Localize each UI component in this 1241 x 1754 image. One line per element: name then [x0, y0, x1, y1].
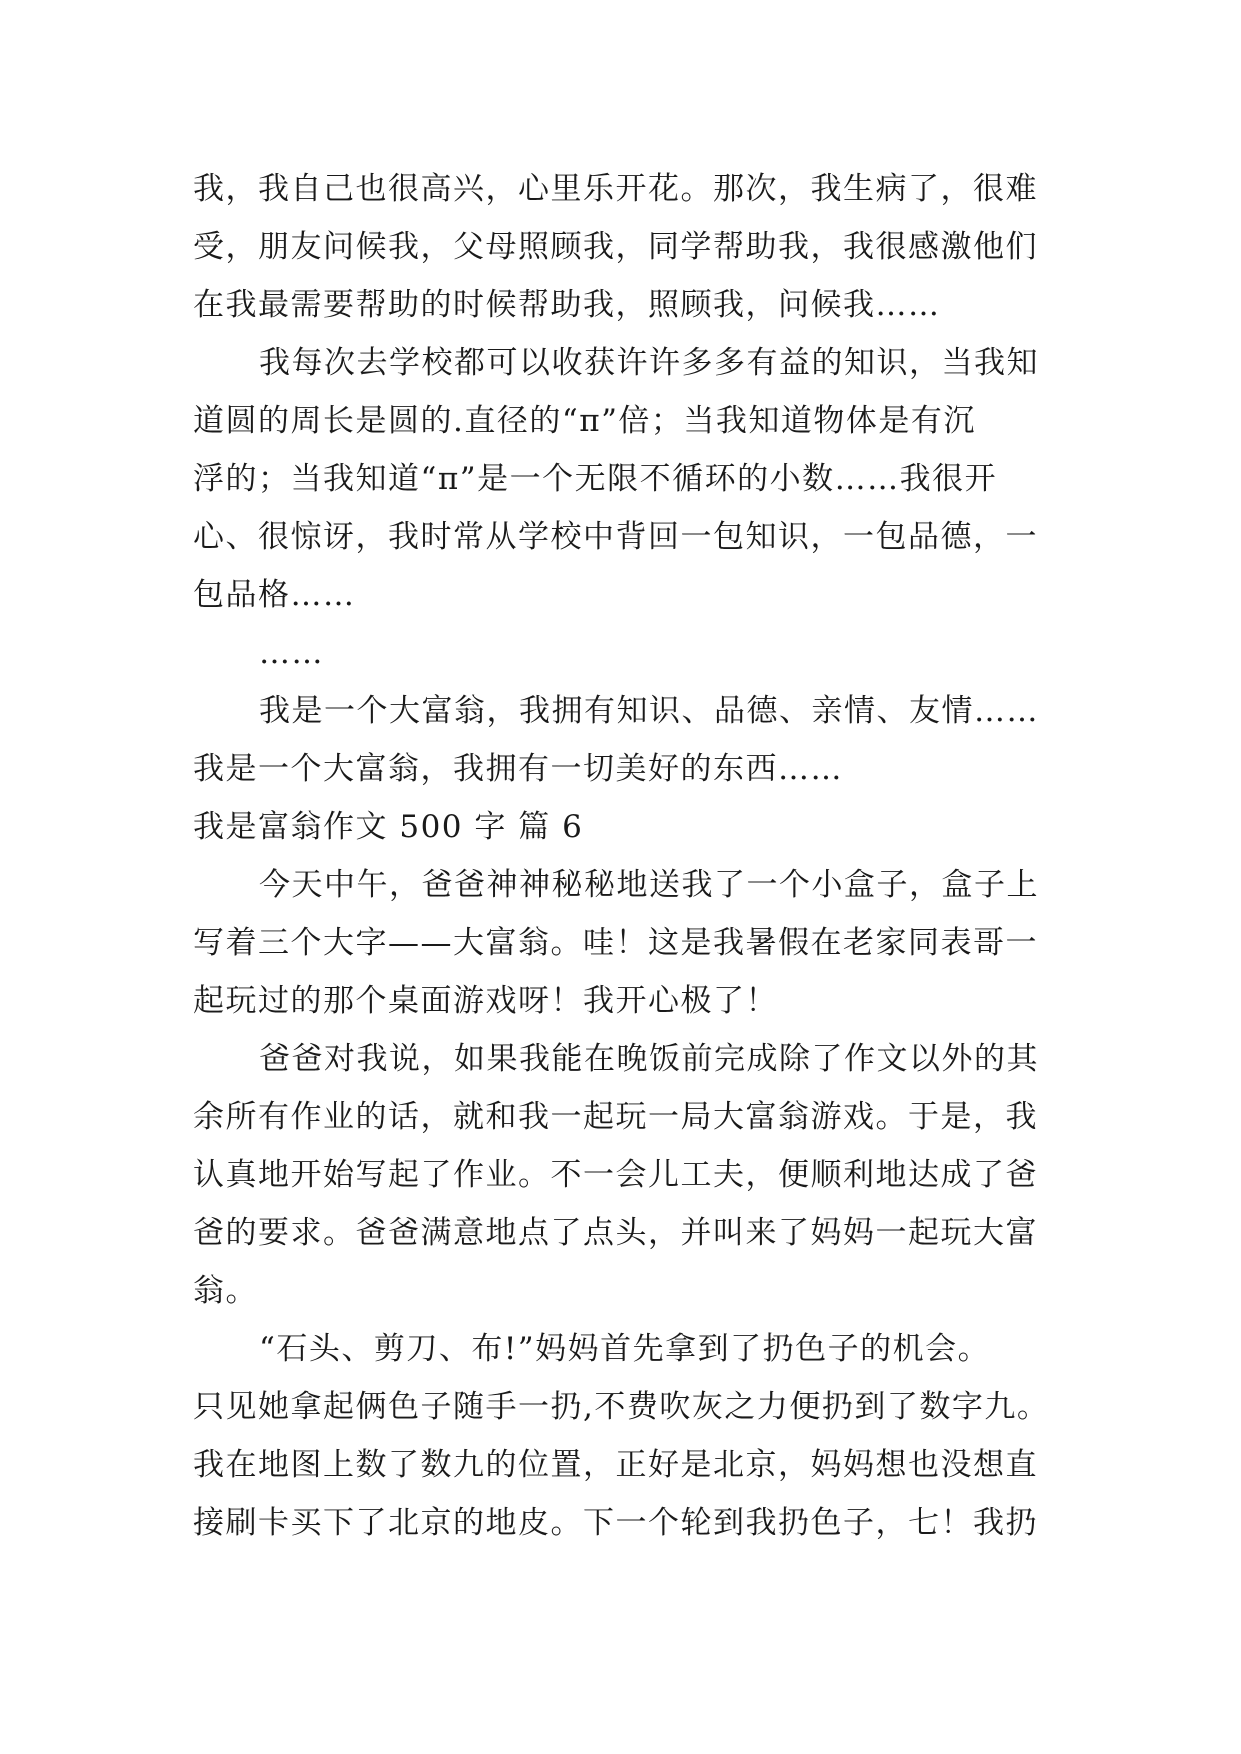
text-line: 我在地图上数了数九的位置，正好是北京，妈妈想也没想直 — [193, 1447, 1038, 1483]
section-heading: 我是富翁作文 500 字 篇 6 — [193, 809, 584, 845]
text-line: 在我最需要帮助的时候帮助我，照顾我，问候我…… — [193, 287, 941, 323]
text-line: 只见她拿起俩色子随手一扔,不费吹灰之力便扔到了数字九。 — [193, 1389, 1050, 1425]
text-line: 包品格…… — [193, 577, 356, 613]
text-line: 爸的要求。爸爸满意地点了点头，并叫来了妈妈一起玩大富 — [193, 1215, 1038, 1251]
text-line: 翁。 — [193, 1273, 258, 1309]
text-line: 浮的；当我知道“π”是一个无限不循环的小数……我很开 — [193, 461, 998, 497]
text-line: 写着三个大字——大富翁。哇！这是我暑假在老家同表哥一 — [193, 925, 1038, 961]
text-line: 我是一个大富翁，我拥有知识、品德、亲情、友情…… — [259, 693, 1039, 729]
text-line: …… — [259, 635, 324, 671]
text-line: 爸爸对我说，如果我能在晚饭前完成除了作文以外的其 — [259, 1041, 1039, 1077]
text-line: 今天中午，爸爸神神秘秘地送我了一个小盒子，盒子上 — [259, 867, 1039, 903]
document-page — [193, 160, 1053, 1552]
text-line: 道圆的周长是圆的.直径的“π”倍；当我知道物体是有沉 — [193, 403, 976, 439]
text-line: 我每次去学校都可以收获许许多多有益的知识，当我知 — [259, 345, 1039, 381]
text-line: 受，朋友问候我，父母照顾我，同学帮助我，我很感激他们 — [193, 229, 1038, 265]
text-line: 余所有作业的话，就和我一起玩一局大富翁游戏。于是，我 — [193, 1099, 1038, 1135]
text-line: 接刷卡买下了北京的地皮。下一个轮到我扔色子，七！我扔 — [193, 1505, 1038, 1541]
text-line: 心、很惊讶，我时常从学校中背回一包知识，一包品德，一 — [193, 519, 1038, 555]
text-line: “石头、剪刀、布!”妈妈首先拿到了扔色子的机会。 — [259, 1331, 991, 1367]
text-line: 我，我自己也很高兴，心里乐开花。那次，我生病了，很难 — [193, 171, 1038, 207]
text-line: 起玩过的那个桌面游戏呀！我开心极了！ — [193, 983, 778, 1019]
text-line: 我是一个大富翁，我拥有一切美好的东西…… — [193, 751, 843, 787]
text-line: 认真地开始写起了作业。不一会儿工夫，便顺利地达成了爸 — [193, 1157, 1038, 1193]
